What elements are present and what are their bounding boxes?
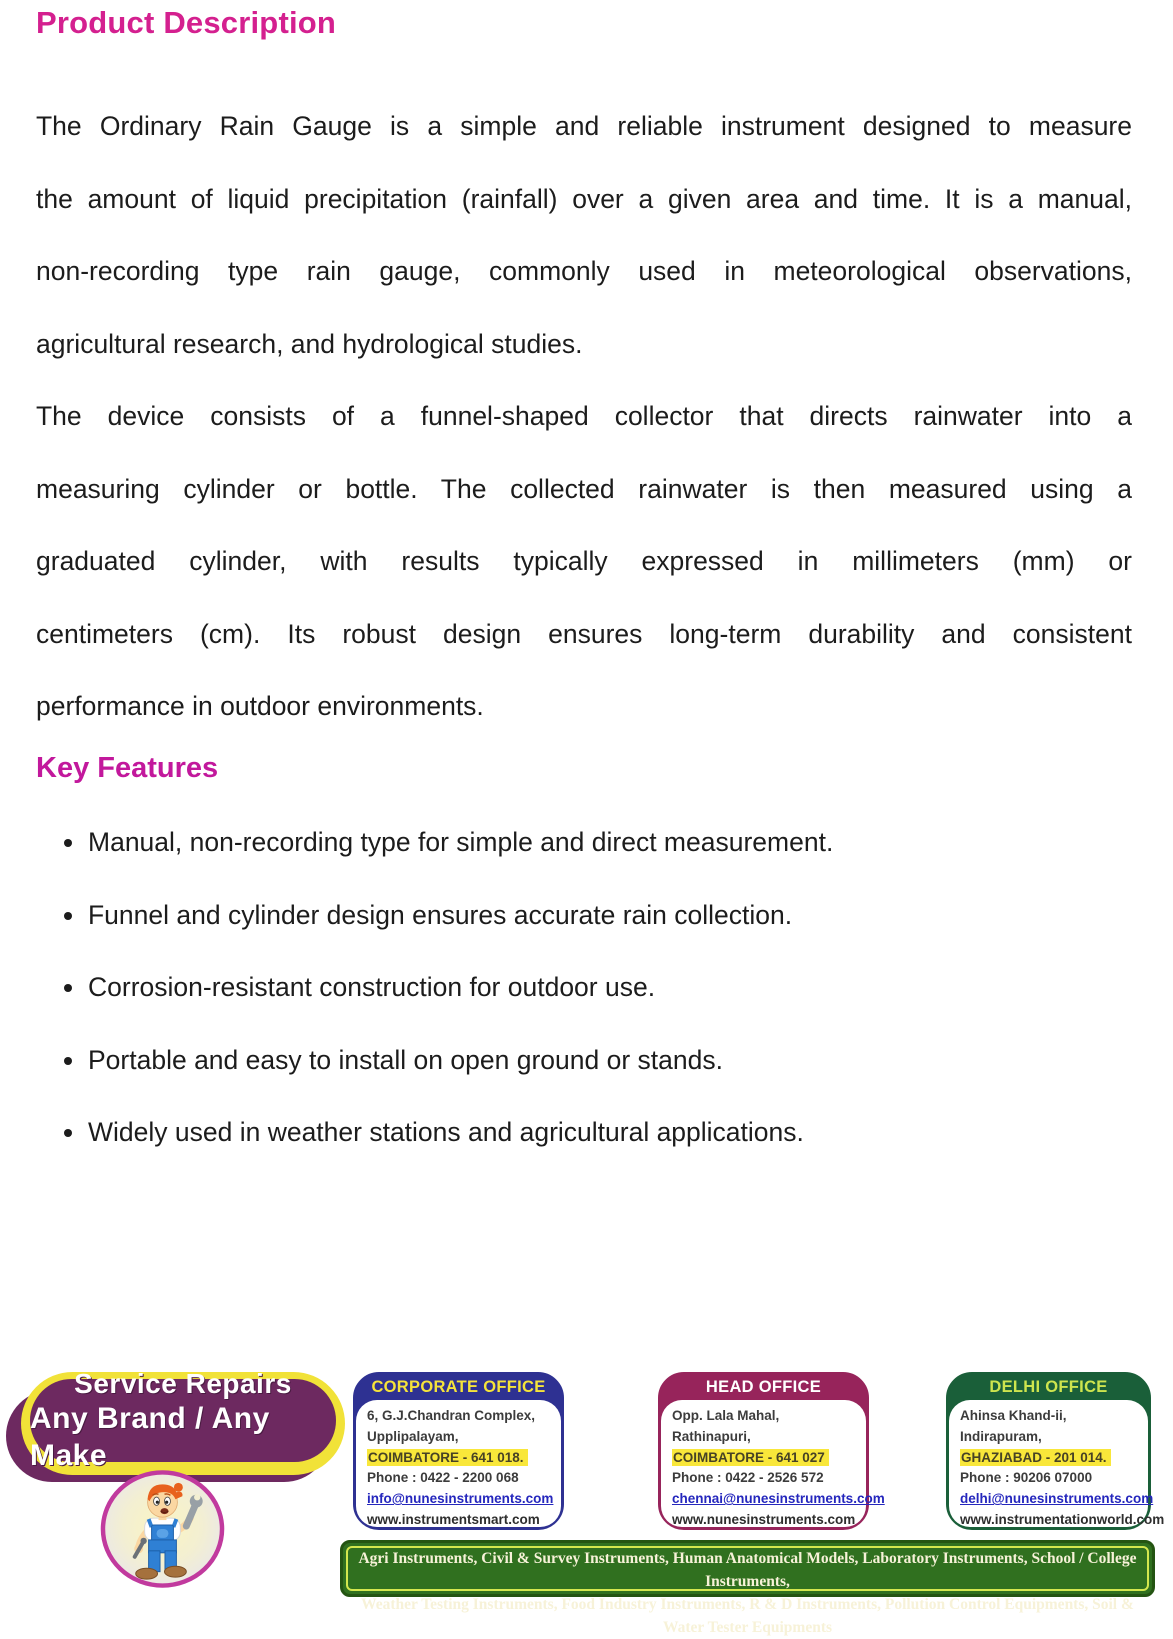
categories-line: Agri Instruments, Civil & Survey Instruments, Human Anatomical Models, Laboratory Instruments, School / College Instruments, bbox=[358, 1550, 1137, 1590]
paragraph-line: the amount of liquid precipitation (rainfall) over a given area and time. It is a manual, bbox=[36, 183, 1132, 214]
feature-item: Widely used in weather stations and agricultural applications. bbox=[36, 1096, 1132, 1169]
key-features-list bbox=[36, 806, 1132, 1169]
office-address-line: Ahinsa Khand-ii, bbox=[960, 1408, 1067, 1423]
office-email-link[interactable]: info@nunesinstruments.com bbox=[367, 1491, 554, 1507]
feature-item: Funnel and cylinder design ensures accurate rain collection. bbox=[36, 879, 1132, 952]
paragraph-line: non-recording type rain gauge, commonly used in meteorological observations, bbox=[36, 256, 1132, 286]
paragraph-2 bbox=[36, 380, 1132, 743]
office-city-highlight: COIMBATORE - 641 027 bbox=[672, 1449, 829, 1466]
product-categories-bar bbox=[340, 1540, 1155, 1636]
office-address-line: Upplipalayam, bbox=[367, 1428, 459, 1444]
office-email-link[interactable]: delhi@nunesinstruments.com bbox=[960, 1491, 1154, 1507]
office-address-line: Rathinapuri, bbox=[672, 1428, 751, 1444]
office-city-highlight: GHAZIABAD - 201 014. bbox=[960, 1449, 1111, 1466]
description-paragraphs bbox=[36, 90, 1132, 743]
categories-line: Weather Testing Instruments, Food Industry Instruments, R & D Instruments, Pollution Control Equipments, Soil & Water Tester Equipments bbox=[361, 1596, 1134, 1636]
office-card-title: HEAD OFFICE bbox=[705, 1378, 822, 1396]
office-city-highlight: COIMBATORE - 641 018. bbox=[367, 1449, 528, 1466]
office-address-line: Indirapuram, bbox=[960, 1428, 1042, 1444]
paragraph-line: The Ordinary Rain Gauge is a simple and reliable instrument designed to measure bbox=[36, 111, 1132, 141]
service-badge-pill bbox=[30, 1368, 336, 1472]
service-badge-line2: Any Brand / Any Make bbox=[30, 1402, 270, 1472]
office-website: www.nunesinstruments.com bbox=[672, 1511, 856, 1527]
paragraph-line: centimeters (cm). Its robust design ensures long-term durability and consistent bbox=[36, 618, 1132, 649]
paragraph-line: agricultural research, and hydrological studies. bbox=[36, 328, 583, 359]
office-phone: Phone : 0422 - 2526 572 bbox=[672, 1470, 824, 1486]
paragraph-line: graduated cylinder, with results typically expressed in millimeters (mm) or bbox=[36, 546, 1132, 576]
office-card-title: CORPORATE OFFICE bbox=[371, 1378, 546, 1396]
feature-item: Portable and easy to install on open ground or stands. bbox=[36, 1024, 1132, 1097]
office-website: www.instrumentationworld.com bbox=[960, 1511, 1165, 1527]
office-phone: Phone : 90206 07000 bbox=[960, 1470, 1093, 1486]
feature-item: Corrosion-resistant construction for outdoor use. bbox=[36, 951, 1132, 1024]
office-card-corporate bbox=[353, 1372, 564, 1530]
key-features-title: Key Features bbox=[36, 752, 219, 784]
feature-item: Manual, non-recording type for simple and direct measurement. bbox=[36, 806, 1132, 879]
paragraph-line: The device consists of a funnel-shaped collector that directs rainwater into a bbox=[36, 401, 1132, 431]
office-address-line: 6, G.J.Chandran Complex, bbox=[367, 1408, 536, 1423]
service-badge bbox=[21, 1368, 345, 1475]
paragraph-line: performance in outdoor environments. bbox=[36, 691, 484, 721]
page-title: Product Description bbox=[36, 5, 337, 40]
handyman-mascot bbox=[99, 1468, 226, 1590]
office-phone: Phone : 0422 - 2200 068 bbox=[367, 1470, 519, 1486]
office-card-delhi bbox=[946, 1372, 1165, 1530]
office-email-link[interactable]: chennai@nunesinstruments.com bbox=[672, 1491, 885, 1507]
office-card-head bbox=[658, 1372, 885, 1530]
paragraph-1 bbox=[36, 90, 1132, 380]
office-card-title: DELHI OFFICE bbox=[989, 1378, 1108, 1396]
paragraph-line: measuring cylinder or bottle. The collected rainwater is then measured using a bbox=[36, 473, 1132, 504]
office-website: www.instrumentsmart.com bbox=[367, 1511, 540, 1527]
service-badge-line1: Service Repairs bbox=[74, 1368, 292, 1399]
office-address-line: Opp. Lala Mahal, bbox=[672, 1408, 780, 1423]
